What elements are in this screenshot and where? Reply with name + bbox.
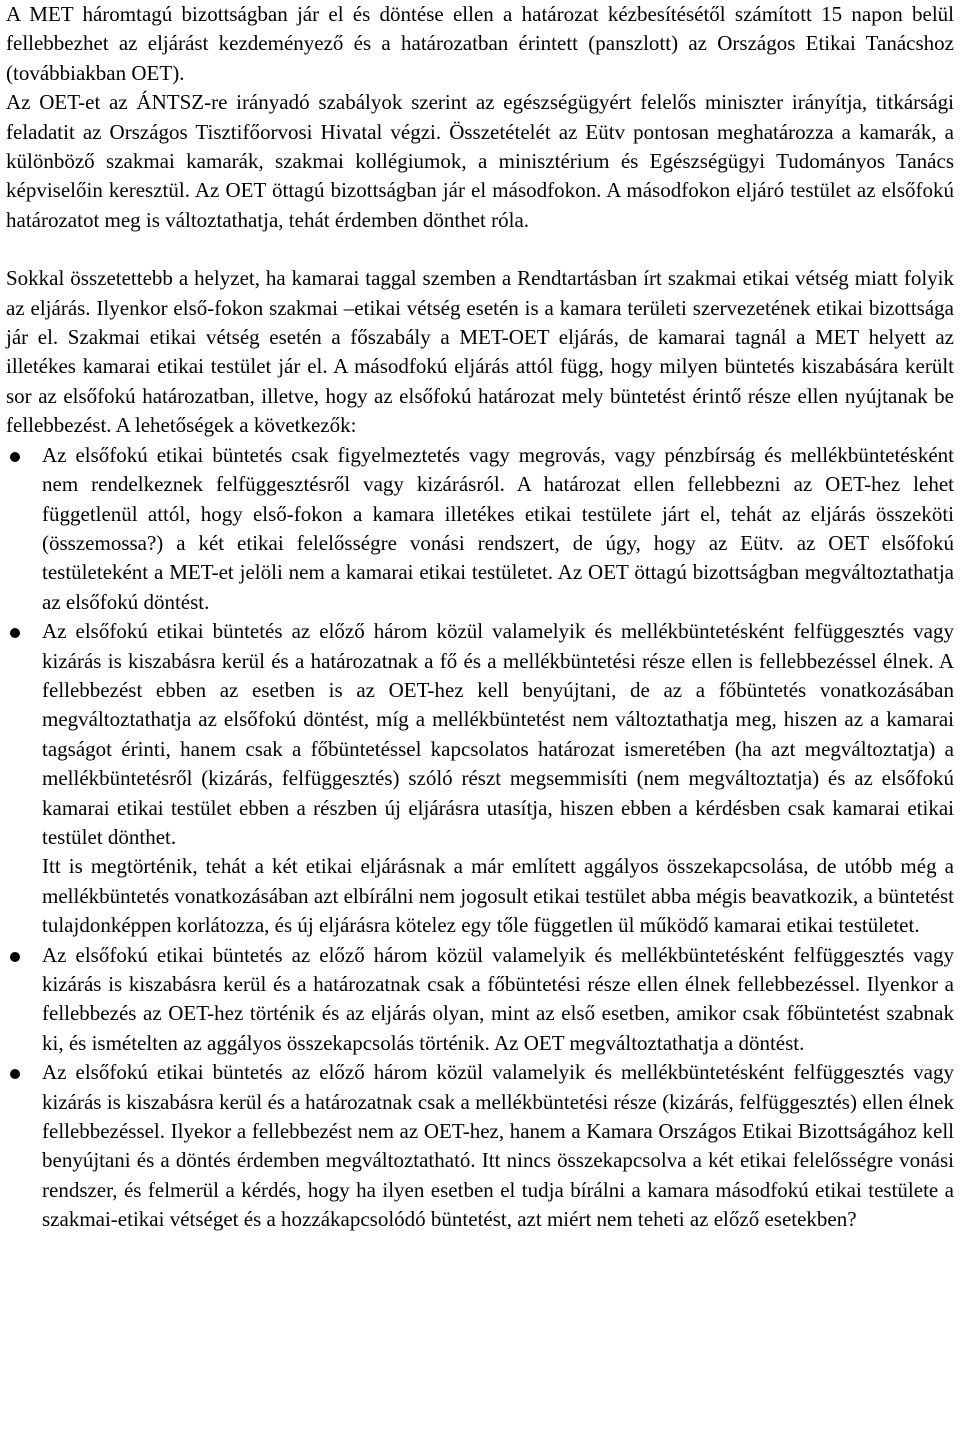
list-item-text: Az elsőfokú etikai büntetés az előző három közül valamelyik és mellékbüntetésként felfüggesztés vagy kizárás is kiszabásra kerül és a határozatnak csak a mellékbüntetési része (kizárás, felfüggesztés) ellen élnek fellebbezéssel. Ilyekor a fellebbezést nem az OET-hez, hanem a Kamara Országos Etikai Bizottságához kell benyújtani és a döntés érdemben megváltoztatható. Itt nincs összekapcsolva a két etikai felelősségre vonási rendszer, és felmerül a kérdés, hogy ha ilyen esetben el tudja bírálni a kamara másodfokú etikai testülete a szakmai-etikai vétséget és a hozzákapcsolódó büntetést, azt miért nem teheti az előző esetekben? [42, 1060, 954, 1232]
list-item [6, 441, 954, 617]
list-item-continuation: Itt is megtörténik, tehát a két etikai eljárásnak a már említett aggályos összekapcsolása, de utóbb még a mellékbüntetés vonatkozásában azt elbírálni nem jogosult etikai testület abba mégis beavatkozik, a büntetést tulajdonképpen korlátozza, és új eljárásra kötelez egy tőle független ül működő kamarai etikai testületet. [42, 854, 954, 938]
document-page [6, 0, 954, 1235]
list-item-text: Az elsőfokú etikai büntetés csak figyelmeztetés vagy megrovás, vagy pénzbírság és mellékbüntetésként nem rendelkeznek felfüggesztésről vagy kizárásról. A határozat ellen fellebbezni az OET-hez lehet függetlenül attól, hogy első-fokon a kamara illetékes etikai testülete járt el, tehát az eljárás összeköti (összemossa?) a két etikai felelősségre vonási rendszert, de úgy, hogy az Eütv. az OET elsőfokú testületeként a MET-et jelöli nem a kamarai etikai testületet. Az OET öttagú bizottságban megváltoztathatja az elsőfokú döntést. [42, 442, 954, 614]
bullet-icon [10, 1069, 20, 1079]
bullet-icon [10, 452, 20, 462]
list-item-text: Az elsőfokú etikai büntetés az előző három közül valamelyik és mellékbüntetésként felfüggesztés vagy kizárás is kiszabásra kerül és a határozatnak csak a főbüntetési része ellen élnek fellebbezéssel. Ilyenkor a fellebbezés az OET-hez történik és az eljárás olyan, mint az első esetben, amikor csak főbüntetést szabnak ki, és ismételten az aggályos összekapcsolás történik. Az OET megváltoztathatja a döntést. [42, 942, 954, 1055]
bullet-icon [10, 952, 20, 962]
paragraph-met-committee: A MET háromtagú bizottságban jár el és döntése ellen a határozat kézbesítésétől számított 15 napon belül fellebbezhet az eljárást kezdeményező és a határozatban érintett (panszlott) az Országos Etikai Tanácshoz (továbbiakban OET). [6, 2, 954, 85]
paragraph-oet-composition: Az OET-et az ÁNTSZ-re irányadó szabályok szerint az egészségügyért felelős miniszter irányítja, titkársági feladatit az Országos Tisztifőorvosi Hivatal végzi. Összetételét az Eütv pontosan meghatározza a kamarák, a különböző szakmai kamarák, szakmai kollégiumok, a minisztérium és Egészségügyi Tudományos Tanács képviselőin keresztül. Az OET öttagú bizottságban jár el másodfokon. A másodfokon eljáró testület az elsőfokú határozatot meg is változtathatja, tehát érdemben dönthet róla. [6, 90, 954, 232]
options-list [6, 441, 954, 1235]
paragraph-gap [6, 235, 954, 264]
list-item [6, 941, 954, 1059]
list-item [6, 1058, 954, 1234]
list-item [6, 617, 954, 940]
paragraph-chamber-procedure: Sokkal összetettebb a helyzet, ha kamarai taggal szemben a Rendtartásban írt szakmai etikai vétség miatt folyik az eljárás. Ilyenkor első-fokon szakmai –etikai vétség esetén is a kamara területi szervezetének etikai bizottsága jár el. Szakmai etikai vétség esetén a főszabály a MET-OET eljárás, de kamarai tagnál a MET helyett az illetékes kamarai etikai testület jár el. A másodfokú eljárás attól függ, hogy milyen büntetés kiszabására került sor az elsőfokú határozatban, illetve, hogy az elsőfokú határozat mely büntetést érintő része ellen nyújtanak be fellebbezést. A lehetőségek a következők: [6, 266, 954, 438]
bullet-icon [10, 628, 20, 638]
list-item-text: Az elsőfokú etikai büntetés az előző három közül valamelyik és mellékbüntetésként felfüggesztés vagy kizárás is kiszabásra kerül és a határozatnak a fő és a mellékbüntetési része ellen is fellebbezéssel élnek. A fellebbezést ebben az esetben is az OET-hez kell benyújtani, de az a főbüntetés vonatkozásában megváltoztathatja az elsőfokú döntést, míg a mellékbüntetést nem változtathatja meg, hiszen az a kamarai tagságot érinti, hanem csak a főbüntetéssel kapcsolatos határozat ismeretében (ha azt megváltoztatja) a mellékbüntetésről (kizárás, felfüggesztés) szóló részt megsemmisíti (nem megváltoztatja) és az elsőfokú kamarai etikai testület ebben a részben új eljárásra utasítja, hiszen ebben a kérdésben csak kamarai etikai testület dönthet. [42, 619, 954, 849]
